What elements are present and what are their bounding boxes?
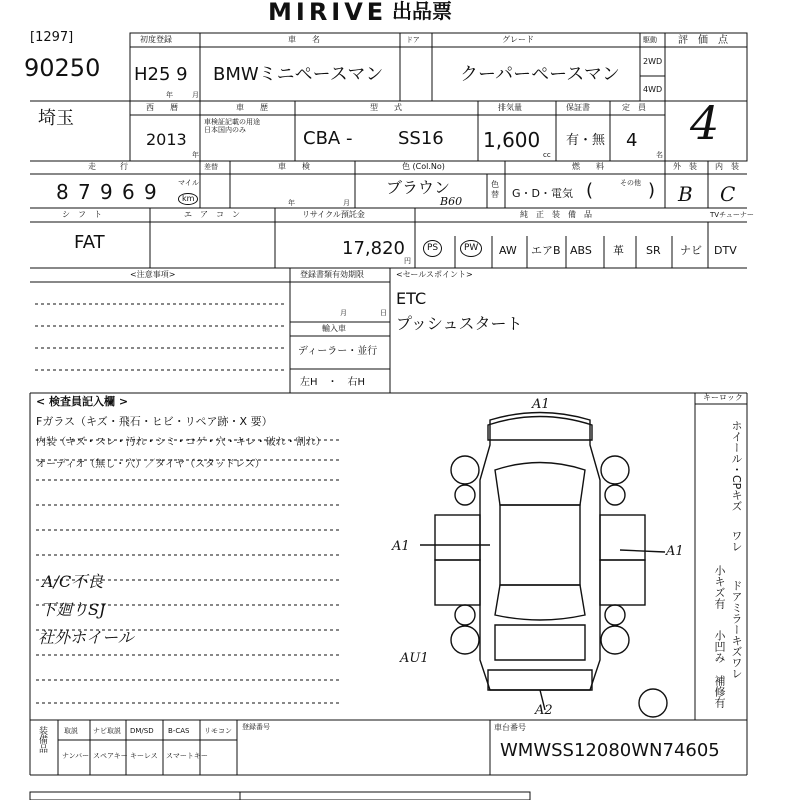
equip-ps: PS [423, 240, 442, 257]
equip-airbag: エアB [531, 244, 561, 257]
inspector-label: < 検査員記入欄 > [36, 395, 129, 408]
first-reg-label: 初度登録 [140, 35, 172, 44]
year-unit: 年 [166, 91, 173, 99]
form-title: 出品票 [392, 0, 452, 23]
handwritten-note-2: 下廻りSJ [40, 600, 106, 619]
model-prefix: CBA - [303, 128, 353, 149]
fuel-label: 燃 料 [572, 162, 604, 171]
equip-sr: SR [646, 244, 661, 257]
capacity-value: 4 [626, 130, 638, 151]
car-name-label: 車 名 [288, 35, 320, 44]
displacement-unit: cc [543, 151, 551, 159]
legend-mirror: ドアミラーキズワレ [730, 580, 743, 679]
diagram-mark-left: A1 [392, 539, 410, 554]
displacement-label: 排気量 [498, 103, 522, 112]
legend-small-scratch: 小キズ有 [713, 565, 726, 609]
acc-navi-manual: ナビ取説 [93, 727, 121, 735]
mileage-unit-km: km [178, 193, 198, 205]
seireki-value: 2013 [146, 130, 187, 149]
acc-manual: 取説 [64, 727, 78, 735]
model-label: 型 式 [370, 103, 402, 112]
import-label: 輸入車 [322, 324, 346, 333]
dealer-label: ディーラー・並行 [298, 346, 378, 357]
equip-aw: AW [499, 244, 517, 257]
color-label: 色 (Col.No) [402, 162, 445, 171]
chassis-value: WMWSS12080WN74605 [500, 740, 720, 761]
car-name-value: BMWミニペースマン [213, 64, 384, 85]
equip-navi: ナビ [680, 244, 702, 257]
interior-line: 内装（キズ・スレ・汚れ・シミ・コゲ・穴・キレ・破れ・割れ） [36, 437, 326, 448]
caution-label: <注意事項> [130, 270, 176, 279]
recycle-unit: 円 [404, 257, 411, 265]
fuel-other: その他 [620, 179, 641, 187]
warranty-value: 有・無 [566, 133, 606, 148]
mileage-digit: 9 [144, 180, 157, 204]
acc-dm-sd: DM/SD [130, 727, 154, 735]
tuner-label: TVチューナー [710, 211, 754, 219]
month-unit-3: 月 [343, 199, 350, 207]
fuel-bracket-close: ) [648, 180, 656, 201]
seireki-label: 西 暦 [146, 103, 178, 112]
drive-label: 駆動 [643, 36, 657, 44]
acc-plate: ナンバー [62, 752, 90, 760]
warranty-label: 保証書 [566, 103, 590, 112]
shaken-label: 車 歴 [236, 103, 268, 112]
region: 埼玉 [38, 108, 74, 129]
mileage-label: 走 行 [88, 162, 128, 171]
mileage-digit: 7 [78, 180, 91, 204]
handwritten-note-3: 社外ホイール [38, 628, 134, 647]
sales-point-1: ETC [396, 289, 427, 308]
mileage-digit: 9 [100, 180, 113, 204]
reg-deadline-label: 登録書類有効期限 [300, 270, 364, 279]
recycle-label: リサイクル預託金 [302, 210, 365, 219]
diagram-mark-rear-left: AU1 [400, 651, 429, 666]
month-unit-4: 月 [340, 309, 347, 317]
mileage-digit: 6 [122, 180, 135, 204]
equip-dtv: DTV [714, 244, 737, 257]
audio-line: オーディオ（無し・穴）／タイヤ（スタッドレス） [36, 459, 265, 470]
drive-4wd: 4WD [643, 85, 663, 94]
grade-label: グレード [502, 35, 534, 44]
interior-value: C [720, 182, 736, 206]
lot-number: 90250 [24, 54, 101, 82]
model-value: SS16 [398, 128, 444, 149]
recycle-value: 17,820 [342, 238, 405, 259]
equipment-label: 純 正 装 備 品 [520, 210, 592, 219]
keylock-label: キーロック [703, 393, 743, 402]
mileage-digit: 8 [56, 180, 69, 204]
equip-leather: 革 [613, 244, 624, 257]
legend-wheel: ホイール・CPキズ [730, 420, 743, 512]
capacity-label: 定 員 [622, 103, 646, 112]
chassis-label: 車台番号 [494, 723, 526, 732]
exterior-label: 外 装 [673, 162, 697, 171]
fuel-bracket-open: ( [586, 180, 594, 201]
shaken-note: 車検証記載の用途 日本国内のみ [204, 118, 260, 135]
mileage-unit-mile: マイル [178, 179, 199, 187]
glass-line: Fガラス（キズ・飛石・ヒビ・リペア跡・X 要） [36, 415, 273, 428]
acc-spare-key: スペアキー [93, 752, 128, 760]
legend-repaired: 補修有 [713, 675, 726, 708]
shift-value: FAT [74, 232, 105, 253]
month-unit: 月 [192, 91, 199, 99]
diagram-mark-front: A1 [532, 397, 550, 412]
shaken-expiry-label: 車 検 [278, 162, 310, 171]
acc-keyless: キーレス [130, 752, 158, 760]
year-unit-2: 年 [192, 151, 199, 159]
ac-label: エ ア コ ン [184, 210, 240, 219]
sales-point-label: <セールスポイント> [396, 270, 473, 279]
handwritten-note-1: A/C不良 [42, 572, 104, 591]
equip-abs: ABS [570, 244, 592, 257]
year-unit-3: 年 [288, 199, 295, 207]
color-value: ブラウン [386, 178, 451, 197]
shift-label: シ フ ト [62, 210, 102, 219]
exterior-value: B [678, 182, 693, 206]
acc-bcas: B-CAS [168, 727, 190, 735]
score-handwritten: 4 [690, 96, 720, 150]
legend-crack: ワレ [730, 530, 743, 552]
handle-label: 左H ・ 右H [300, 377, 366, 388]
eval-label: 評 価 点 [678, 35, 728, 46]
brand-title: MIRIVE [268, 0, 388, 26]
diagram-mark-rear: A2 [535, 703, 553, 718]
lot-bracket: [1297] [30, 30, 74, 45]
grade-value: クーパーペースマン [460, 64, 620, 85]
equip-pw: PW [460, 240, 482, 257]
color-code: B60 [440, 195, 463, 208]
mileage-check-label: 差替 [204, 163, 218, 171]
interior-label: 内 装 [715, 162, 739, 171]
displacement-value: 1,600 [483, 128, 541, 152]
reg-number-label: 登録番号 [242, 723, 270, 731]
sales-point-2: プッシュスタート [396, 314, 523, 333]
capacity-unit: 名 [656, 151, 663, 159]
color-change-label: 色替 [491, 180, 499, 199]
diagram-mark-right: A1 [666, 544, 684, 559]
acc-smart-key: スマートキー [166, 752, 208, 760]
legend-small-dent: 小凹み [713, 630, 726, 663]
fuel-value: G・D・電気 [512, 187, 573, 200]
accessory-label: 装備品 [37, 726, 47, 753]
acc-remote: リモコン [204, 727, 232, 735]
door-label: ドア [406, 36, 420, 44]
drive-2wd: 2WD [643, 57, 663, 66]
first-reg-value: H25 9 [134, 64, 188, 85]
day-unit: 日 [380, 309, 387, 317]
